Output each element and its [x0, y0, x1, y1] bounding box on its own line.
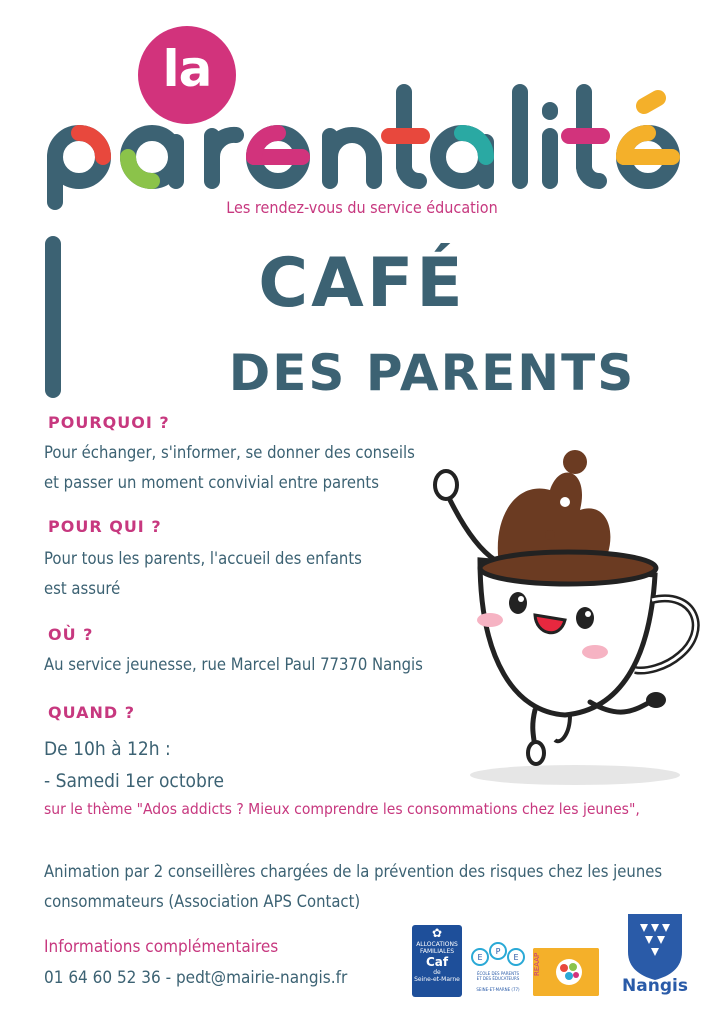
parentalite-wordmark	[44, 72, 694, 212]
theme-text: sur le thème "Ados addicts ? Mieux comprendre les consommations chez les jeunes",	[44, 800, 640, 818]
when-heading: QUAND ?	[48, 703, 136, 722]
svg-text:SEINE-ET-MARNE (77): SEINE-ET-MARNE (77)	[476, 987, 520, 992]
who-heading: POUR QUI ?	[48, 517, 162, 536]
svg-text:E: E	[477, 953, 483, 962]
animation-text	[44, 857, 664, 917]
why-text	[44, 438, 415, 498]
when-date: - Samedi 1er octobre	[44, 770, 224, 792]
who-text	[44, 544, 362, 604]
where-text: Au service jeunesse, rue Marcel Paul 77370 Nangis	[44, 655, 423, 674]
svg-text:ET DES ÉDUCATEURS: ET DES ÉDUCATEURS	[476, 976, 520, 981]
info-heading: Informations complémentaires	[44, 937, 279, 957]
who-line-2: est assuré	[44, 579, 121, 598]
la-text: la	[162, 40, 212, 98]
animation-line-2: consommateurs (Association APS Contact)	[44, 892, 361, 911]
caf-name: Caf	[425, 955, 449, 969]
svg-text:ÉCOLE DES PARENTS: ÉCOLE DES PARENTS	[476, 971, 520, 976]
where-heading: OÙ ?	[48, 625, 94, 644]
coffee-cup-mascot-icon	[420, 440, 720, 790]
animation-line-1: Animation par 2 conseillères chargées de la prévention des risques chez les jeunes	[44, 862, 663, 881]
subtitle: Les rendez-vous du service éducation	[226, 198, 498, 217]
caf-de: de	[433, 969, 441, 976]
when-time: De 10h à 12h :	[44, 738, 171, 760]
who-line-1: Pour tous les parents, l'accueil des enfants	[44, 549, 362, 568]
caf-flower-icon: ✿	[431, 926, 443, 940]
reaap-logo	[533, 948, 599, 996]
caf-dept: Seine-et-Marne	[414, 976, 460, 983]
svg-text:E: E	[513, 953, 519, 962]
nangis-label: Nangis	[622, 976, 688, 996]
title-cafe: CAFÉ	[258, 244, 466, 323]
svg-text:P: P	[495, 947, 501, 956]
epe-logo	[468, 937, 528, 997]
info-contact: 01 64 60 52 36 - pedt@mairie-nangis.fr	[44, 968, 348, 988]
why-heading: POURQUOI ?	[48, 413, 170, 432]
title-des-parents: DES PARENTS	[228, 344, 636, 402]
why-line-1: Pour échanger, s'informer, se donner des conseils	[44, 443, 415, 462]
why-line-2: et passer un moment convivial entre parents	[44, 473, 379, 492]
svg-text:REAAP: REAAP	[533, 952, 541, 976]
caf-logo	[412, 925, 462, 997]
caf-top-label: ALLOCATIONS FAMILIALES	[416, 941, 458, 955]
